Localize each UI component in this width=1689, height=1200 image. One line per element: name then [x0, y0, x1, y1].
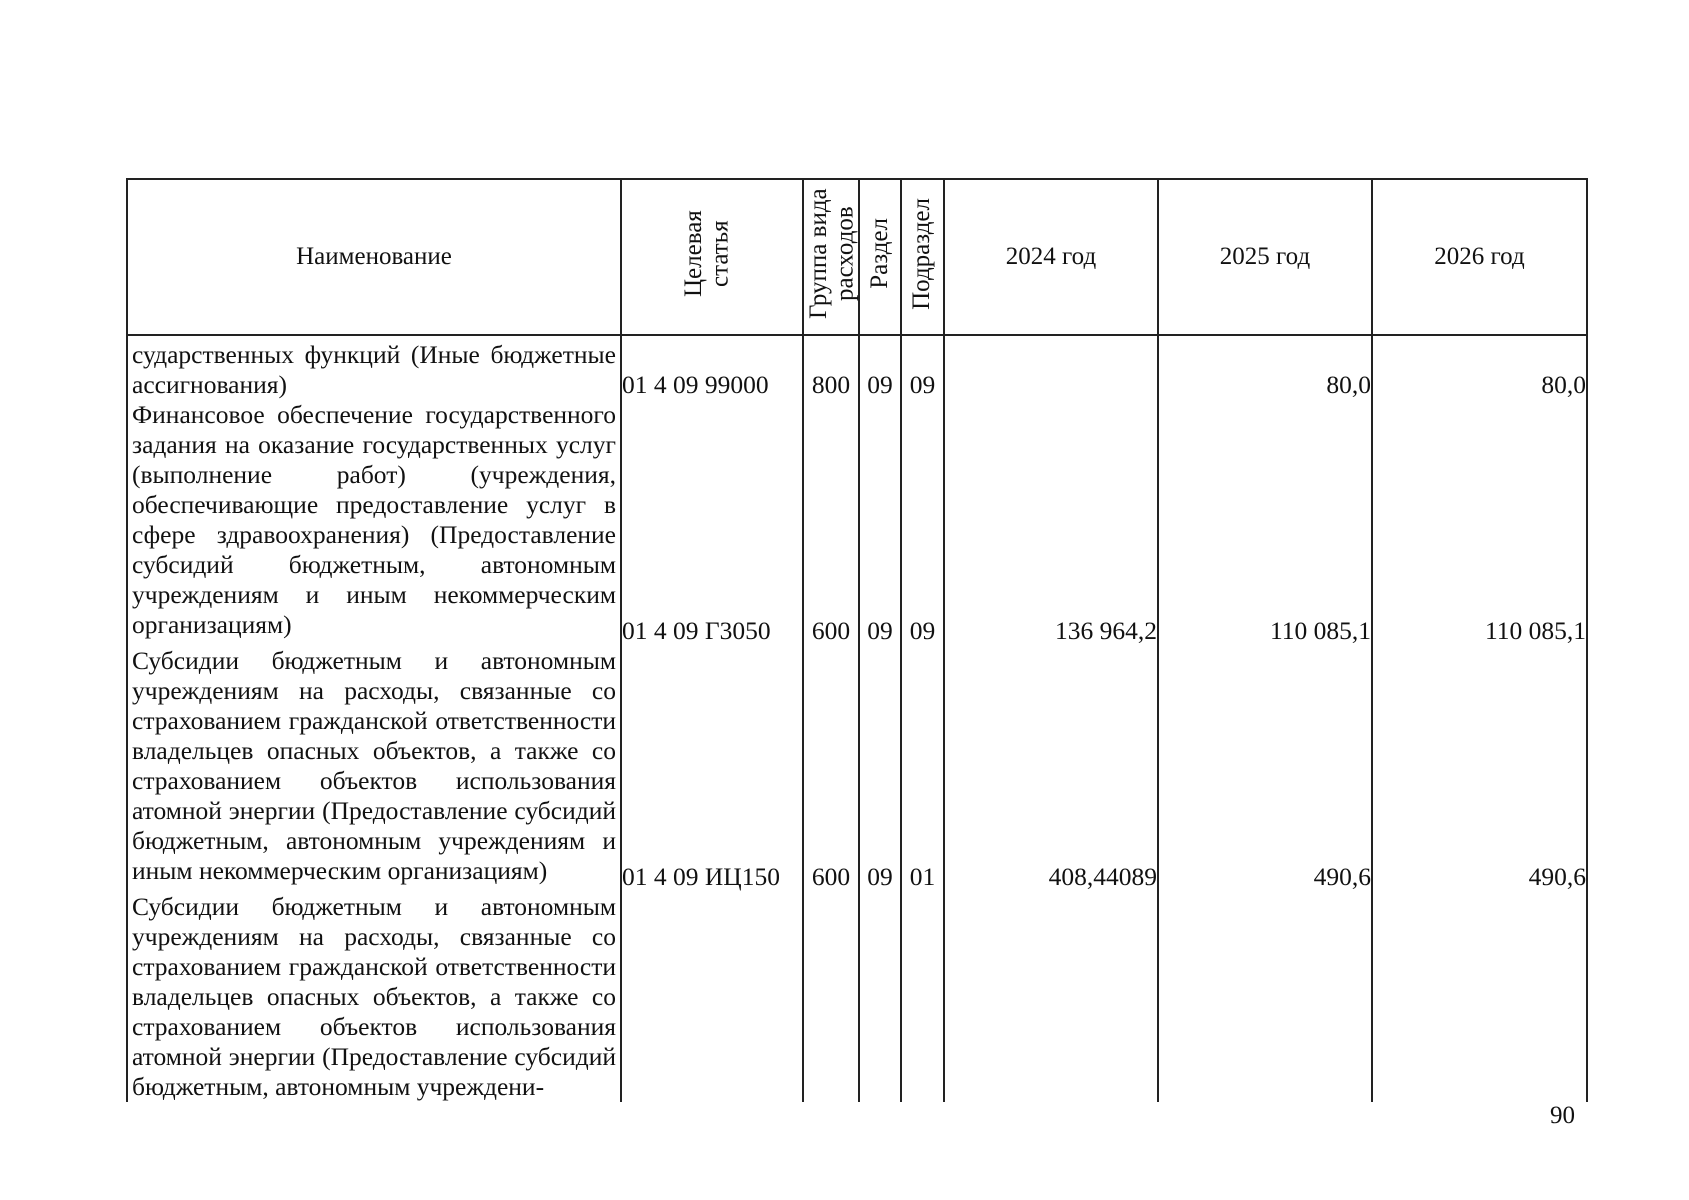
- header-subsection: [901, 179, 944, 335]
- row-code: 01 4 09 Г3050: [621, 400, 803, 646]
- row-code: 01 4 09 99000: [621, 335, 803, 400]
- header-target-label: Целевая статья: [680, 210, 734, 297]
- header-subsection-label: Подраздел: [908, 197, 936, 310]
- row-name: Субсидии бюджетным и автономным учреждениям на расходы, связанные со страхованием гражданской ответственности владельцев опасных объектов, а также со страхованием объектов использования атомной энергии (Предоставление субсидий бюджетным, автономным учреждени-: [127, 892, 621, 1102]
- header-group: [803, 179, 859, 335]
- row-name: сударственных функций (Иные бюджетные ассигнования): [127, 335, 621, 400]
- row-2024: 408,44089: [944, 646, 1158, 892]
- budget-table: [126, 178, 1588, 1102]
- row-2024: 136 964,2: [944, 400, 1158, 646]
- page-number: 90: [1550, 1102, 1575, 1129]
- row-group: 600: [803, 646, 859, 892]
- table-row: [127, 646, 1587, 892]
- header-row: [127, 179, 1587, 335]
- header-2026: 2026 год: [1372, 179, 1587, 335]
- row-2025: 80,0: [1158, 335, 1372, 400]
- table-row: [127, 892, 1587, 1102]
- row-subsection: 09: [901, 335, 944, 400]
- row-subsection: 01: [901, 646, 944, 892]
- row-2026: [1372, 892, 1587, 1102]
- row-code: 01 4 09 ИЦ150: [621, 646, 803, 892]
- header-name: Наименование: [127, 179, 621, 335]
- row-2025: [1158, 892, 1372, 1102]
- row-2025: 110 085,1: [1158, 400, 1372, 646]
- row-section: 09: [859, 335, 901, 400]
- row-section: [859, 892, 901, 1102]
- table-row: [127, 400, 1587, 646]
- row-2026: 490,6: [1372, 646, 1587, 892]
- row-2026: 110 085,1: [1372, 400, 1587, 646]
- row-section: 09: [859, 400, 901, 646]
- row-2025: 490,6: [1158, 646, 1372, 892]
- table-row: [127, 335, 1587, 400]
- header-2025: 2025 год: [1158, 179, 1372, 335]
- row-name: Финансовое обеспечение государственного задания на оказание государственных услуг (выполнение работ) (учреждения, обеспечивающие предоставление услуг в сфере здравоохранения) (Предоставление субсидий бюджетным, автономным учреждениям и иным некоммерческим организациям): [127, 400, 621, 646]
- header-target: [621, 179, 803, 335]
- row-code: [621, 892, 803, 1102]
- row-2026: 80,0: [1372, 335, 1587, 400]
- row-2024: [944, 335, 1158, 400]
- row-group: 600: [803, 400, 859, 646]
- header-2024: 2024 год: [944, 179, 1158, 335]
- row-section: 09: [859, 646, 901, 892]
- header-section: [859, 179, 901, 335]
- row-subsection: [901, 892, 944, 1102]
- header-group-label: Группа вида расходов: [805, 188, 859, 319]
- row-subsection: 09: [901, 400, 944, 646]
- row-name: Субсидии бюджетным и автономным учреждениям на расходы, связанные со страхованием гражданской ответственности владельцев опасных объектов, а также со страхованием объектов использования атомной энергии (Предоставление субсидий бюджетным, автономным учреждениям и иным некоммерческим организациям): [127, 646, 621, 892]
- header-section-label: Раздел: [865, 218, 893, 289]
- row-group: [803, 892, 859, 1102]
- row-group: 800: [803, 335, 859, 400]
- row-2024: [944, 892, 1158, 1102]
